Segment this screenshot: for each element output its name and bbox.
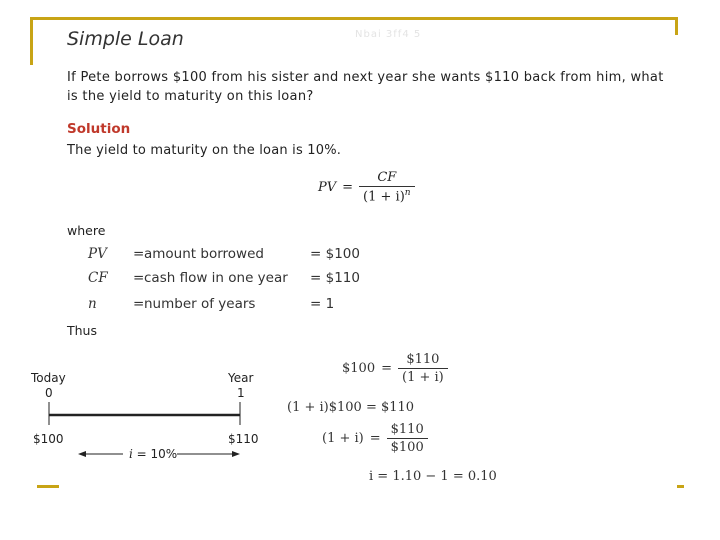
definition-row [88, 246, 388, 264]
work-step-1-numerator: $110 [406, 352, 440, 367]
slide-frame-right [675, 17, 678, 35]
work-step-1-denominator: (1 + i) [398, 368, 448, 385]
definition-value: = 1 [310, 296, 335, 312]
timeline-start-amount: $100 [33, 432, 64, 446]
slide-title: Simple Loan [67, 28, 184, 50]
definition-description: amount borrowed [144, 246, 264, 262]
timeline-today-label: Today [31, 371, 66, 385]
formula-lhs: PV [318, 179, 337, 195]
work-step-1-fraction [398, 352, 448, 385]
formula-denominator [359, 186, 415, 204]
definition-equals: = [133, 296, 145, 312]
slide-frame-bottom-left [37, 485, 59, 488]
work-step-3-lhs: (1 + i) [322, 431, 364, 446]
timeline-year-1: 1 [237, 386, 245, 400]
timeline-rate [129, 447, 177, 461]
question-text: If Pete borrows $100 from his sister and next year she wants $110 back from him, what is the yield to maturity on this loan? [67, 70, 664, 104]
formula-exponent: n [404, 188, 411, 198]
work-step-3-equals: = [369, 431, 381, 446]
definition-value: = $110 [310, 270, 360, 286]
formula-denominator-base: (1 + i) [363, 189, 405, 205]
formula-fraction [359, 170, 415, 204]
definition-description: cash flow in one year [144, 270, 288, 286]
solution-heading: Solution [67, 121, 131, 137]
definition-symbol: PV [88, 246, 107, 262]
timeline-arrow-right-head [232, 451, 240, 457]
timeline-arrow-left-head [78, 451, 86, 457]
definition-equals: = [133, 246, 145, 262]
solution-answer: The yield to maturity on the loan is 10%. [67, 143, 342, 158]
definition-symbol: CF [88, 270, 108, 286]
work-step-1-equals: = [381, 361, 392, 376]
work-step-2: (1 + i)$100 = $110 [287, 400, 415, 415]
work-step-3 [322, 422, 428, 455]
formula-numerator: CF [377, 170, 397, 185]
definition-symbol: n [88, 296, 97, 312]
work-step-3-denominator: $100 [387, 438, 428, 455]
where-label: where [67, 223, 106, 238]
work-step-4: i = 1.10 − 1 = 0.10 [369, 469, 497, 484]
timeline-year-0: 0 [45, 386, 53, 400]
timeline-end-amount: $110 [228, 432, 259, 446]
work-step-3-numerator: $110 [390, 422, 424, 437]
timeline-rate-var: i [129, 447, 133, 461]
definition-row [88, 270, 388, 288]
slide-frame-left [30, 17, 33, 65]
definition-equals: = [133, 270, 145, 286]
faded-header-text: Nbai 3ff4 5 [355, 29, 422, 40]
slide-frame-bottom-right [677, 485, 684, 488]
work-step-1-lhs: $100 [342, 361, 376, 376]
thus-label: Thus [67, 323, 97, 338]
slide-frame-top [30, 17, 678, 20]
timeline-year-label: Year [228, 371, 254, 385]
definition-value: = $100 [310, 246, 360, 262]
definition-description: number of years [144, 296, 256, 312]
definition-row [88, 296, 388, 314]
work-step-1 [342, 352, 448, 385]
formula-equals: = [342, 179, 354, 195]
timeline-rate-value: = 10% [136, 447, 178, 461]
work-step-3-fraction [387, 422, 428, 455]
pv-formula [318, 170, 415, 204]
